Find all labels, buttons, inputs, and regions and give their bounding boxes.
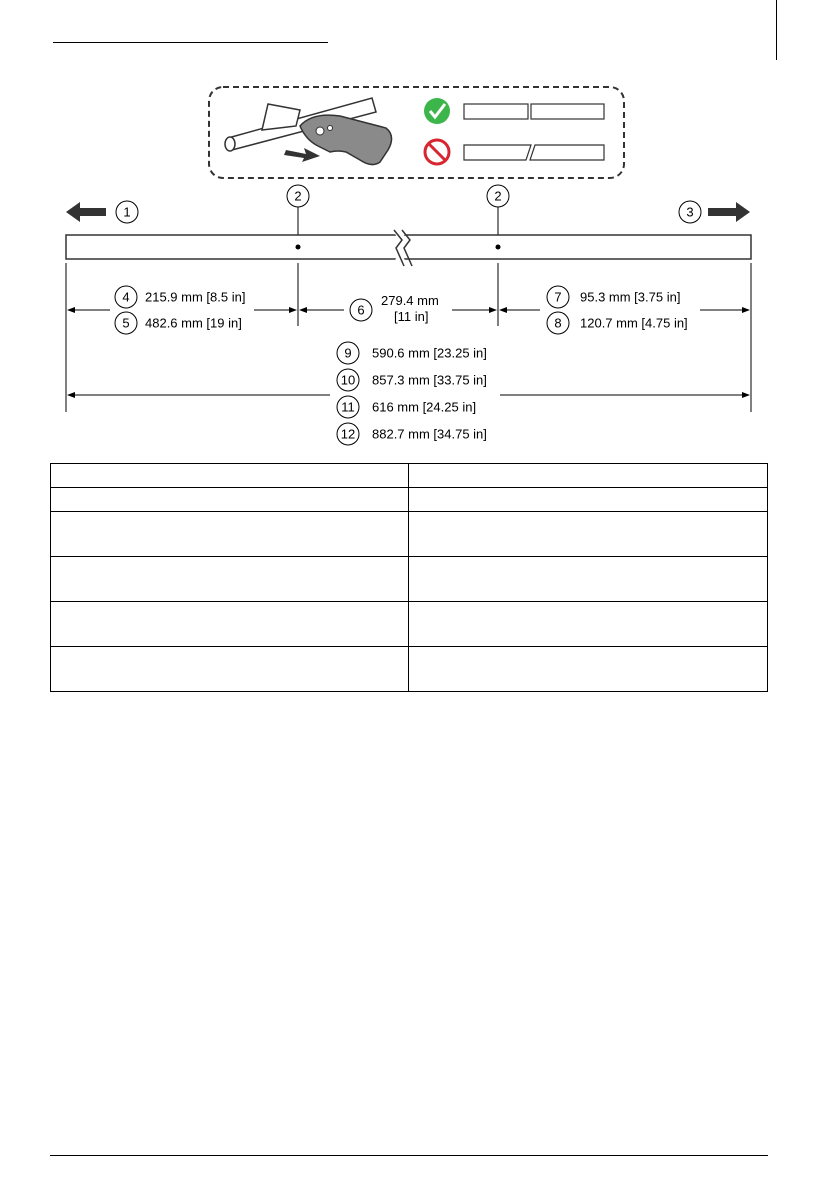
table-cell (409, 464, 768, 488)
table-cell (409, 557, 768, 602)
svg-text:95.3 mm [3.75 in]: 95.3 mm [3.75 in] (580, 289, 681, 305)
svg-text:857.3 mm [33.75 in]: 857.3 mm [33.75 in] (372, 372, 487, 388)
dimension-8 (547, 312, 688, 334)
table-cell (409, 512, 768, 557)
tube-cutting-figure (0, 0, 839, 460)
tube-cutter-icon (225, 98, 392, 165)
table-cell (51, 647, 409, 692)
angled-cut-diagram (464, 145, 604, 160)
svg-text:215.9 mm [8.5 in]: 215.9 mm [8.5 in] (145, 289, 246, 305)
table-cell (51, 557, 409, 602)
svg-text:7: 7 (554, 289, 562, 305)
svg-text:4: 4 (122, 289, 130, 305)
dimension-10 (337, 369, 487, 391)
svg-text:6: 6 (357, 302, 365, 318)
table-row (51, 602, 768, 647)
dimension-9 (337, 342, 487, 364)
table-row (51, 557, 768, 602)
straight-cut-diagram (464, 104, 604, 119)
svg-text:2: 2 (294, 188, 302, 204)
dimension-11 (337, 396, 476, 418)
callout-1 (116, 201, 138, 223)
dimension-7 (547, 286, 680, 308)
table-cell (51, 488, 409, 512)
svg-text:590.6 mm [23.25 in]: 590.6 mm [23.25 in] (372, 345, 487, 361)
dimension-12 (337, 423, 487, 445)
svg-text:3: 3 (686, 204, 694, 220)
table-cell (51, 464, 409, 488)
table-row (51, 464, 768, 488)
table-cell (409, 602, 768, 647)
table-cell (409, 647, 768, 692)
legend-table (50, 463, 768, 692)
svg-text:616 mm [24.25 in]: 616 mm [24.25 in] (372, 399, 477, 415)
extension-lines (66, 263, 751, 412)
svg-text:10: 10 (340, 372, 356, 388)
dimension-4 (115, 286, 245, 308)
arrow-right-icon (708, 202, 750, 222)
check-icon (424, 98, 450, 124)
svg-text:11: 11 (341, 399, 355, 415)
table-row (51, 647, 768, 692)
svg-text:12: 12 (340, 426, 356, 442)
table-row (51, 488, 768, 512)
svg-text:120.7 mm [4.75 in]: 120.7 mm [4.75 in] (580, 315, 688, 331)
svg-text:5: 5 (122, 315, 130, 331)
callout-3 (679, 201, 701, 223)
svg-text:[11 in]: [11 in] (394, 309, 429, 324)
tube-bar (66, 228, 751, 266)
svg-text:8: 8 (554, 315, 562, 331)
table-cell (51, 512, 409, 557)
arrow-left-icon (66, 202, 106, 222)
forbidden-icon (425, 140, 449, 164)
dimension-6 (350, 293, 439, 324)
svg-text:9: 9 (344, 345, 352, 361)
svg-text:882.7 mm [34.75 in]: 882.7 mm [34.75 in] (372, 426, 487, 442)
svg-text:2: 2 (494, 188, 502, 204)
svg-text:1: 1 (123, 204, 131, 220)
dimension-5 (115, 312, 242, 334)
svg-text:279.4 mm: 279.4 mm (381, 293, 439, 308)
footer-rule (50, 1155, 768, 1156)
table-row (51, 512, 768, 557)
table-cell (409, 488, 768, 512)
table-cell (51, 602, 409, 647)
svg-text:482.6 mm [19 in]: 482.6 mm [19 in] (145, 315, 242, 331)
